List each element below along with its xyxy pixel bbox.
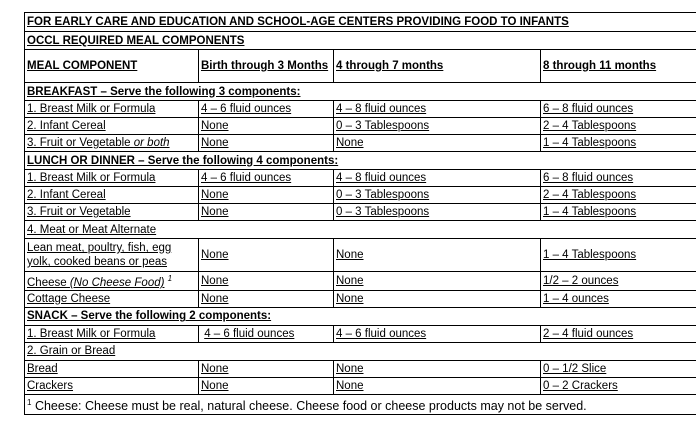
header-row [25, 50, 696, 83]
section-lunch: LUNCH OR DINNER – Serve the following 4 components: [25, 152, 696, 170]
meat-alternate-label: 4. Meat or Meat Alternate [25, 221, 696, 239]
table-row: Bread None None 0 – 1/2 Slice [25, 360, 696, 377]
table-row: 2. Infant Cereal None 0 – 3 Tablespoons 2 – 4 Tablespoons [25, 187, 696, 204]
section-breakfast: BREAKFAST – Serve the following 3 components: [25, 83, 696, 101]
table-row: 1. Breast Milk or Formula 4 – 6 fluid ounces 4 – 8 fluid ounces 6 – 8 fluid ounces [25, 101, 696, 118]
table-row: Cottage Cheese None None 1 – 4 ounces [25, 290, 696, 307]
meal-components-table [24, 12, 696, 415]
grain-label: 2. Grain or Bread [25, 342, 696, 360]
table-row: Crackers None None 0 – 2 Crackers [25, 377, 696, 394]
table-row: Lean meat, poultry, fish, egg yolk, cooked beans or peas None None 1 – 4 Tablespoons [25, 239, 696, 272]
table-row: Cheese (No Cheese Food) $^1$ None None 1/2 – 2 ounces [25, 272, 696, 291]
table-row: 2. Infant Cereal None 0 – 3 Tablespoons 2 – 4 Tablespoons [25, 118, 696, 135]
table-row: 3. Fruit or Vegetable or both None None 1 – 4 Tablespoons [25, 135, 696, 152]
header-cell: 8 through 11 months [541, 50, 696, 83]
table-row: 1. Breast Milk or Formula 4 – 6 fluid ounces 4 – 8 fluid ounces 6 – 8 fluid ounces [25, 170, 696, 187]
header-cell: MEAL COMPONENT [25, 50, 199, 83]
header-cell: 4 through 7 months [334, 50, 541, 83]
table-row: 1. Breast Milk or Formula 4 – 6 fluid ounces 4 – 6 fluid ounces 2 – 4 fluid ounces [25, 325, 696, 342]
table-title: FOR EARLY CARE AND EDUCATION AND SCHOOL-AGE CENTERS PROVIDING FOOD TO INFANTS [25, 13, 696, 32]
footnote: $^1$ Cheese: Cheese must be real, natural cheese. Cheese food or cheese products may not be served. [25, 394, 696, 414]
table-subtitle: OCCL REQUIRED MEAL COMPONENTS [25, 32, 696, 50]
table-row: 3. Fruit or Vegetable None 0 – 3 Tablespoons 1 – 4 Tablespoons [25, 204, 696, 221]
header-cell: Birth through 3 Months [199, 50, 334, 83]
section-snack: SNACK – Serve the following 2 components: [25, 307, 696, 325]
